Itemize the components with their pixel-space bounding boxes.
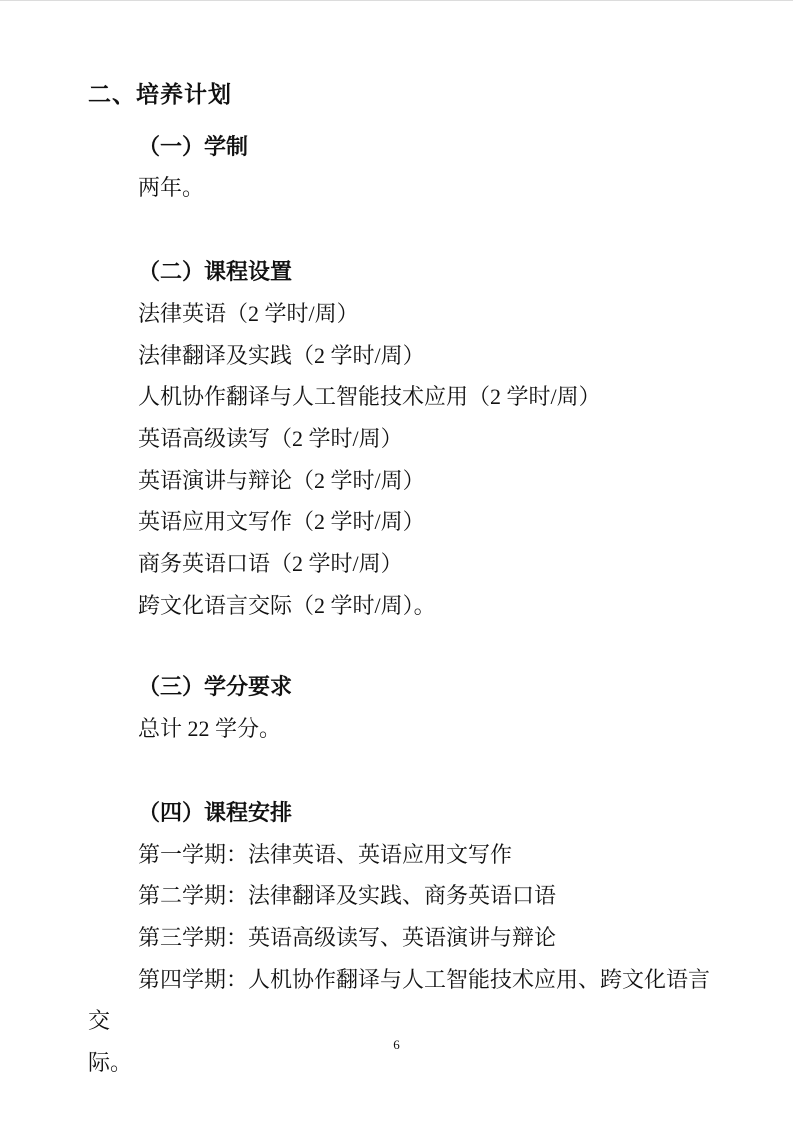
section-heading-kecheng-shezhi: （二）课程设置 (138, 259, 293, 285)
semester-item-line2: 际。 (88, 1050, 133, 1076)
course-item: 商务英语口语（2 学时/周） (138, 551, 403, 577)
course-item: 英语演讲与辩论（2 学时/周） (138, 467, 425, 493)
course-item: 英语应用文写作（2 学时/周） (138, 509, 425, 535)
course-item: 人机协作翻译与人工智能技术应用（2 学时/周） (138, 384, 601, 410)
course-item: 法律翻译及实践（2 学时/周） (138, 342, 425, 368)
document-content (88, 74, 713, 1084)
paragraph-xuezhi-body: 两年。 (138, 175, 205, 201)
section-heading-kecheng-anpai: （四）课程安排 (138, 799, 293, 825)
semester-item: 第三学期：英语高级读写、英语演讲与辩论 (138, 924, 557, 950)
semester-item: 第一学期：法律英语、英语应用文写作 (138, 841, 513, 867)
course-item: 跨文化语言交际（2 学时/周）。 (138, 592, 436, 618)
semester-item: 第二学期：法律翻译及实践、商务英语口语 (138, 883, 557, 909)
paragraph-xuefen-body: 总计 22 学分。 (138, 716, 282, 742)
section-heading-xuefen-yaoqiu: （三）学分要求 (138, 674, 293, 700)
course-item: 英语高级读写（2 学时/周） (138, 425, 403, 451)
page-title: 二、培养计划 (88, 81, 232, 107)
semester-item-line1: 第四学期：人机协作翻译与人工智能技术应用、跨文化语言交 (88, 966, 711, 1034)
course-item: 法律英语（2 学时/周） (138, 300, 359, 326)
section-heading-xuezhi: （一）学制 (138, 133, 249, 159)
page-number: 6 (393, 1037, 400, 1052)
